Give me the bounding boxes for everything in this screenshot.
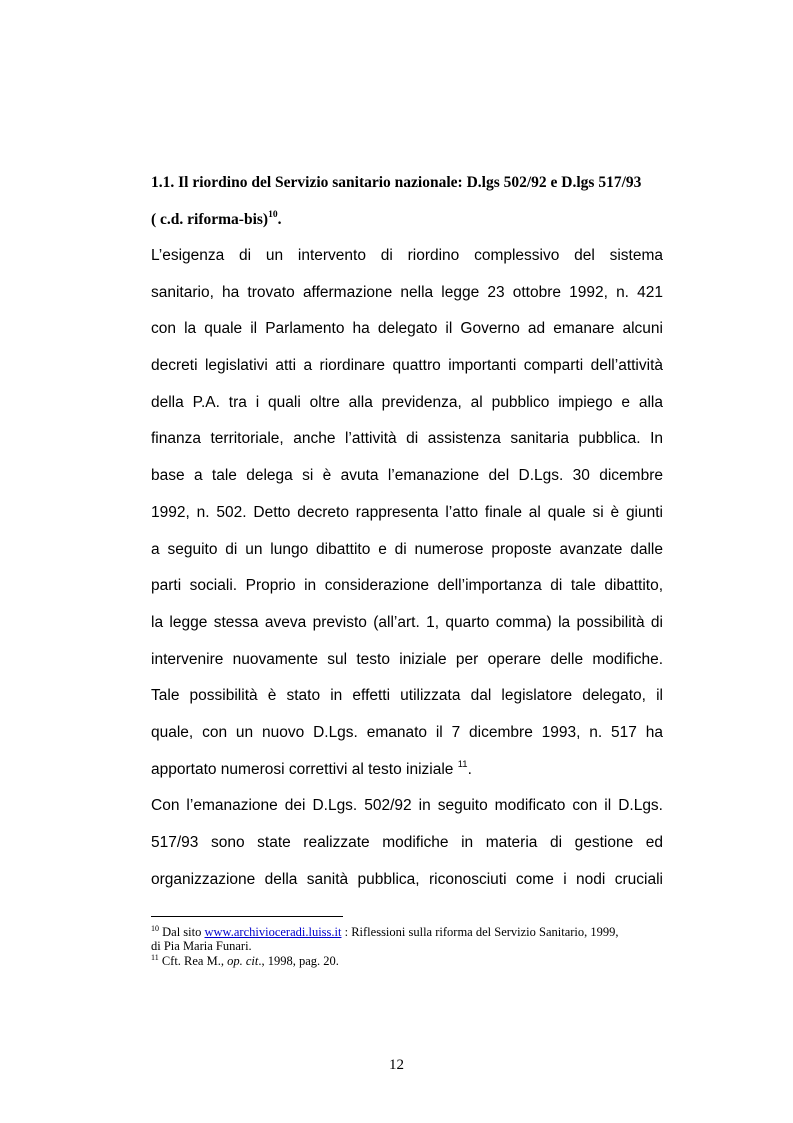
body-line: intervenire nuovamente sul testo iniziale per operare delle modifiche. bbox=[151, 650, 663, 668]
heading-line-2-text: ( c.d. riforma-bis) bbox=[151, 211, 269, 228]
body-line: quale, con un nuovo D.Lgs. emanato il 7 dicembre 1993, n. 517 ha bbox=[151, 723, 663, 741]
body-line: finanza territoriale, anche l’attività di assistenza sanitaria pubblica. In bbox=[151, 430, 663, 448]
body-line: sanitario, ha trovato affermazione nella legge 23 ottobre 1992, n. 421 bbox=[151, 283, 663, 301]
body-line: 1992, n. 502. Detto decreto rappresenta l’atto finale al quale si è giunti bbox=[151, 503, 663, 521]
body-line: Tale possibilità è stato in effetti utilizzata dal legislatore delegato, il bbox=[151, 687, 663, 705]
footnote-separator bbox=[151, 916, 343, 917]
body-line: organizzazione della sanità pubblica, riconosciuti come i nodi cruciali bbox=[151, 870, 663, 888]
body-line: della P.A. tra i quali oltre alla previdenza, al pubblico impiego e alla bbox=[151, 393, 663, 411]
heading-line-1: 1.1. Il riordino del Servizio sanitario nazionale: D.lgs 502/92 e D.lgs 517/93 bbox=[151, 174, 642, 191]
body-line: base a tale delega si è avuta l’emanazione del D.Lgs. 30 dicembre bbox=[151, 467, 663, 485]
body-line: parti sociali. Proprio in considerazione dell’importanza di tale dibattito, bbox=[151, 577, 663, 595]
footnote-ref-10[interactable]: 10 bbox=[268, 210, 278, 220]
body-line: a seguito di un lungo dibattito e di numerose proposte avanzate dalle bbox=[151, 540, 663, 558]
body-line: decreti legislativi atti a riordinare quattro importanti comparti dell’attività bbox=[151, 357, 663, 375]
body-line-paragraph-end: apportato numerosi correttivi al testo iniziale $^{11}$. bbox=[151, 758, 472, 778]
footnote-number-11: 11 bbox=[151, 952, 159, 962]
footnote-10: $^{10}$ Dal sito www.archivioceradi.luiss.it : Riflessioni sulla riforma del Servizio Sanitario, 1999, bbox=[151, 924, 619, 939]
footnotes bbox=[151, 925, 671, 968]
footnote-10-continuation: di Pia Maria Funari. bbox=[151, 939, 252, 954]
section-heading bbox=[151, 164, 663, 238]
footnote-number-10: 10 bbox=[151, 924, 159, 933]
body-line: la legge stessa aveva previsto (all’art. 1, quarto comma) la possibilità di bbox=[151, 613, 663, 631]
body-paragraphs bbox=[151, 238, 663, 898]
body-line: Con l’emanazione dei D.Lgs. 502/92 in seguito modificato con il D.Lgs. bbox=[151, 797, 663, 815]
footnote-11: $^{11}$ Cft. Rea M., op. cit., 1998, pag. 20. bbox=[151, 952, 339, 968]
heading-line-2: ( c.d. riforma-bis)$^{10}$. bbox=[151, 210, 282, 228]
footnote-ref-11[interactable]: 11 bbox=[457, 758, 468, 770]
body-line: con la quale il Parlamento ha delegato il Governo ad emanare alcuni bbox=[151, 320, 663, 338]
body-line: 517/93 sono state realizzate modifiche in materia di gestione ed bbox=[151, 834, 663, 851]
page-number: 12 bbox=[389, 1057, 404, 1073]
footnote-link[interactable]: www.archivioceradi.luiss.it bbox=[204, 925, 342, 939]
body-line: L’esigenza di un intervento di riordino complessivo del sistema bbox=[151, 247, 663, 264]
